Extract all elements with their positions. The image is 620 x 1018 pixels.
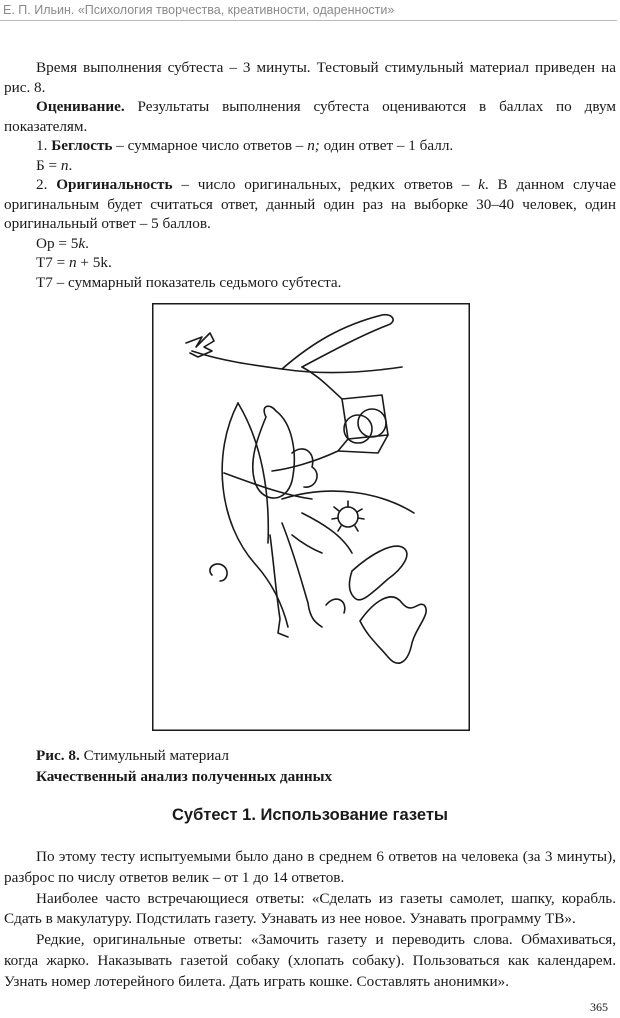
page-number: 365: [590, 1000, 608, 1014]
orig-text-b: . В данном случае оригинальным будет считаться ответ, данный один раз на выборке 30–40 человек, один оригинальный ответ – 5 баллов.: [4, 176, 616, 232]
op-formula-var: k: [78, 234, 86, 252]
op-formula-b: .: [85, 234, 89, 252]
b-formula-a: Б =: [36, 156, 61, 174]
orig-var: k: [478, 176, 485, 193]
orig-text-a: – число оригинальных, редких ответов –: [172, 176, 479, 193]
scoring-paragraph: [4, 97, 616, 136]
b-formula-var: n: [60, 156, 69, 174]
body-text-bottom: [4, 847, 616, 993]
scoring-label: Оценивание.: [36, 98, 125, 115]
op-formula-a: Ор = 5: [36, 234, 79, 252]
t7-formula: [4, 253, 616, 273]
caption-label: Рис. 8.: [36, 747, 80, 764]
fluency-label: Беглость: [51, 137, 113, 154]
b-formula-b: .: [68, 156, 73, 174]
body-text-top: [4, 58, 616, 292]
t7-description: Т7 – суммарный показатель седьмого субтеста.: [36, 273, 342, 291]
figure-caption: [36, 745, 229, 766]
header-rule: [0, 20, 617, 21]
stimulus-figure: [152, 303, 470, 731]
t7-formula-var: n: [69, 254, 77, 271]
fluency-text-b: один ответ – 1 балл.: [319, 137, 454, 154]
subtest-paragraph-3: Редкие, оригинальные ответы: «Замочить газету и переводить слова. Обмахиваться, когда жарко. Наказывать газетой собаку (хлопать собаку). Пользоваться как календарем. Узнать номер лотерейного билета. Дать играть кошке. Составлять анонимки».: [4, 931, 616, 990]
fluency-text-a: – суммарное число ответов –: [112, 137, 308, 154]
orig-number: 2.: [36, 176, 57, 193]
fluency-var: n;: [307, 137, 320, 154]
op-formula: [4, 234, 616, 254]
time-paragraph: Время выполнения субтеста – 3 минуты. Тестовый стимульный материал приведен на рис. 8.: [4, 59, 616, 96]
running-head: [0, 0, 620, 20]
analysis-heading: Качественный анализ полученных данных: [36, 768, 333, 785]
t7-formula-a: Т7 =: [36, 254, 70, 271]
caption-text: Стимульный материал: [79, 747, 229, 764]
subtest-heading: Субтест 1. Использование газеты: [171, 806, 448, 824]
subtest-paragraph-1: По этому тесту испытуемыми было дано в среднем 6 ответов на человека (за 3 минуты), разброс по числу ответов велик – от 1 до 14 ответов.: [4, 848, 616, 886]
fluency-paragraph: [4, 136, 616, 156]
originality-paragraph: [4, 175, 616, 234]
running-title: Е. П. Ильин. «Психология творчества, креативности, одаренности»: [3, 3, 395, 17]
scoring-text: Результаты выполнения субтеста оцениваются в баллах по двум показателям.: [4, 98, 616, 135]
orig-label: Оригинальность: [56, 176, 173, 193]
stimulus-drawing: [152, 303, 470, 731]
b-formula: [4, 156, 616, 176]
t7-formula-b: + 5k.: [76, 254, 112, 271]
subtest-paragraph-2: Наиболее часто встречающиеся ответы: «Сделать из газеты самолет, шапку, корабль. Сдать в макулатуру. Подстилать газету. Узнавать из нее новое. Узнавать программу ТВ».: [4, 889, 616, 928]
fluency-number: 1.: [36, 137, 52, 154]
